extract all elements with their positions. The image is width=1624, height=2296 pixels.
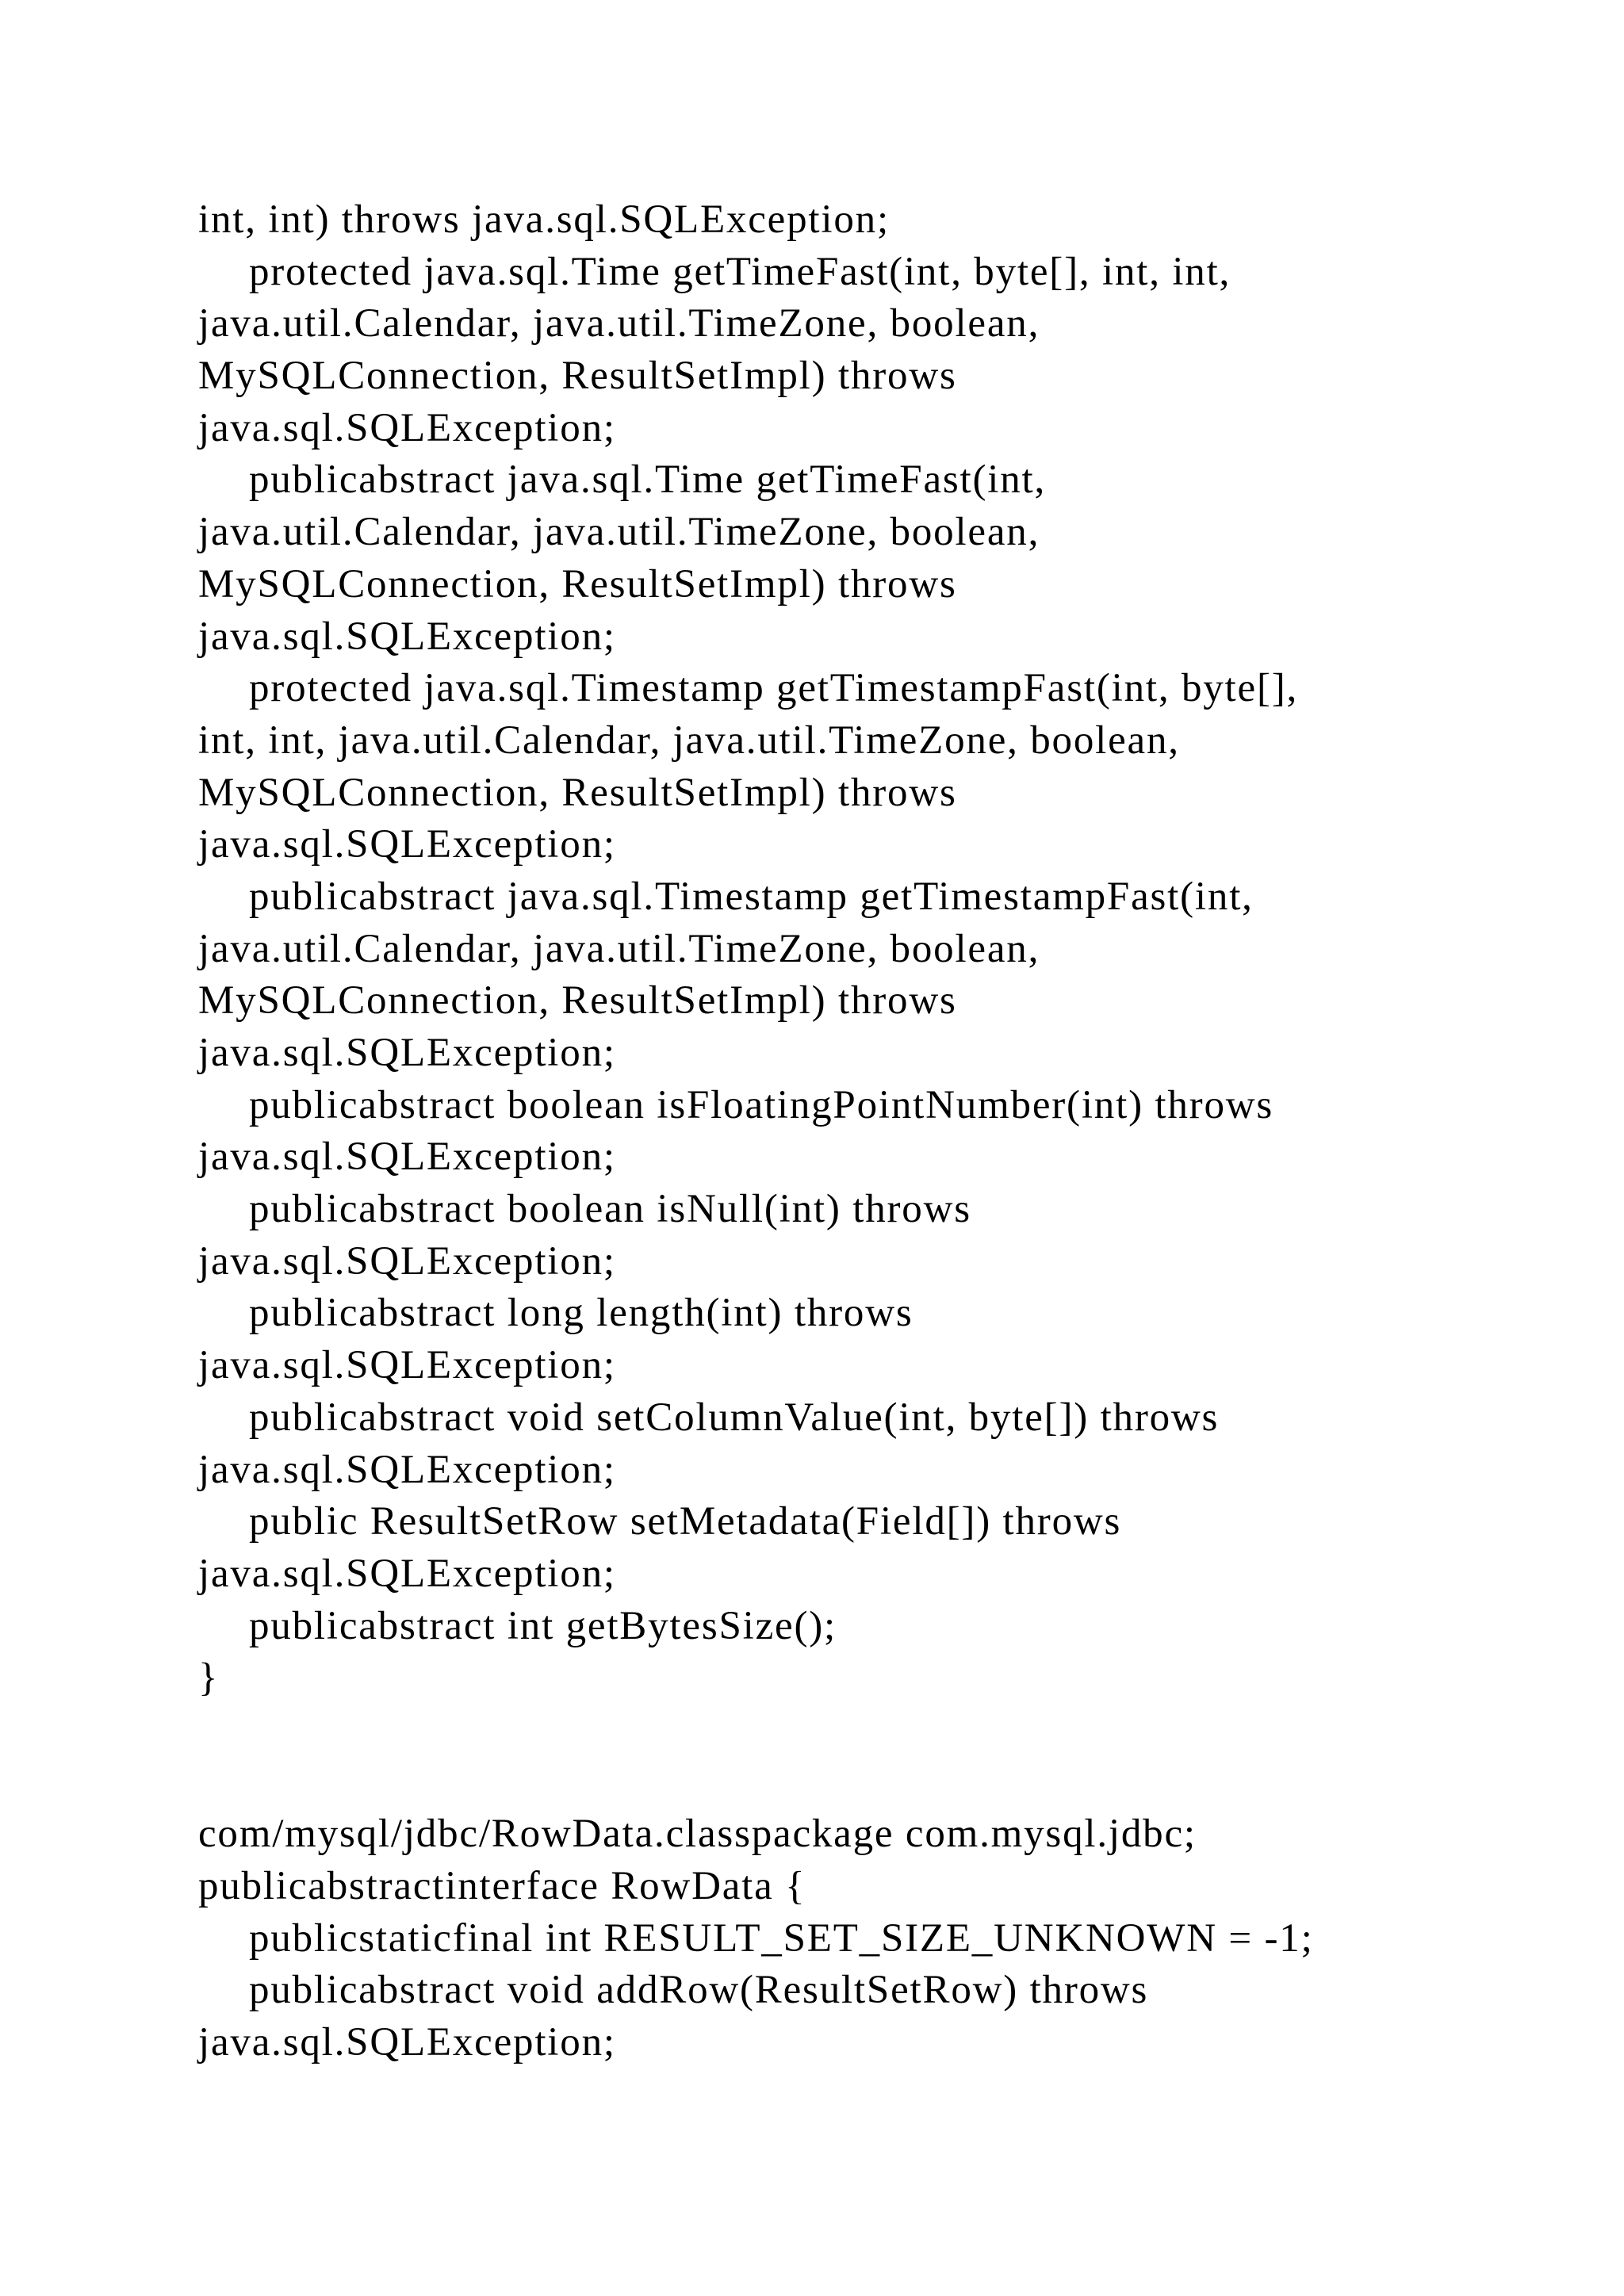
code-line: protected java.sql.Time getTimeFast(int, byte[], int, int, [249, 249, 1231, 294]
code-line: publicstaticfinal int RESULT_SET_SIZE_UNKNOWN = -1; [249, 1915, 1314, 1961]
code-line: } [198, 1655, 220, 1701]
code-line: java.util.Calendar, java.util.TimeZone, boolean, [198, 926, 1040, 971]
code-line: java.util.Calendar, java.util.TimeZone, boolean, [198, 510, 1040, 555]
code-line: MySQLConnection, ResultSetImpl) throws [198, 561, 957, 607]
blank-line [198, 1705, 1546, 1757]
code-block-resultsetrow-methods [198, 194, 1546, 1705]
code-line: java.sql.SQLException; [198, 2020, 616, 2065]
code-line: java.sql.SQLException; [198, 1343, 616, 1388]
blank-line [198, 1757, 1546, 1809]
code-line: java.sql.SQLException; [198, 822, 616, 867]
code-line: int, int, java.util.Calendar, java.util.TimeZone, boolean, [198, 718, 1180, 763]
code-listing [198, 194, 1546, 2069]
code-line: MySQLConnection, ResultSetImpl) throws [198, 770, 957, 815]
code-line: publicabstractinterface RowData { [198, 1864, 806, 1908]
code-block-rowdata-interface [198, 1808, 1546, 2068]
code-line: int, int) throws java.sql.SQLException; [198, 197, 890, 242]
code-line: java.sql.SQLException; [198, 1551, 616, 1596]
code-line: java.sql.SQLException; [198, 1238, 616, 1284]
code-line: publicabstract boolean isFloatingPointNumber(int) throws [249, 1082, 1274, 1127]
code-line: protected java.sql.Timestamp getTimestampFast(int, byte[], [249, 666, 1299, 711]
code-line: publicabstract boolean isNull(int) throws [249, 1187, 971, 1232]
code-line: publicabstract int getBytesSize(); [249, 1603, 837, 1648]
code-line: java.sql.SQLException; [198, 405, 616, 450]
code-line: MySQLConnection, ResultSetImpl) throws [198, 978, 957, 1024]
code-line: MySQLConnection, ResultSetImpl) throws [198, 354, 957, 399]
code-line: publicabstract java.sql.Timestamp getTimestampFast(int, [249, 874, 1254, 919]
code-line: publicabstract long length(int) throws [249, 1291, 914, 1336]
code-line: java.sql.SQLException; [198, 1447, 616, 1492]
code-line: publicabstract java.sql.Time getTimeFast(int, [249, 457, 1047, 503]
code-line: java.sql.SQLException; [198, 1031, 616, 1075]
code-line: java.sql.SQLException; [198, 1135, 616, 1180]
code-line: java.sql.SQLException; [198, 614, 616, 659]
code-line: java.util.Calendar, java.util.TimeZone, boolean, [198, 301, 1040, 346]
code-line: publicabstract void setColumnValue(int, byte[]) throws [249, 1395, 1220, 1440]
code-line: com/mysql/jdbc/RowData.classpackage com.mysql.jdbc; [198, 1812, 1197, 1857]
code-line: publicabstract void addRow(ResultSetRow) throws [249, 1968, 1149, 2013]
code-line: public ResultSetRow setMetadata(Field[]) throws [249, 1499, 1122, 1544]
